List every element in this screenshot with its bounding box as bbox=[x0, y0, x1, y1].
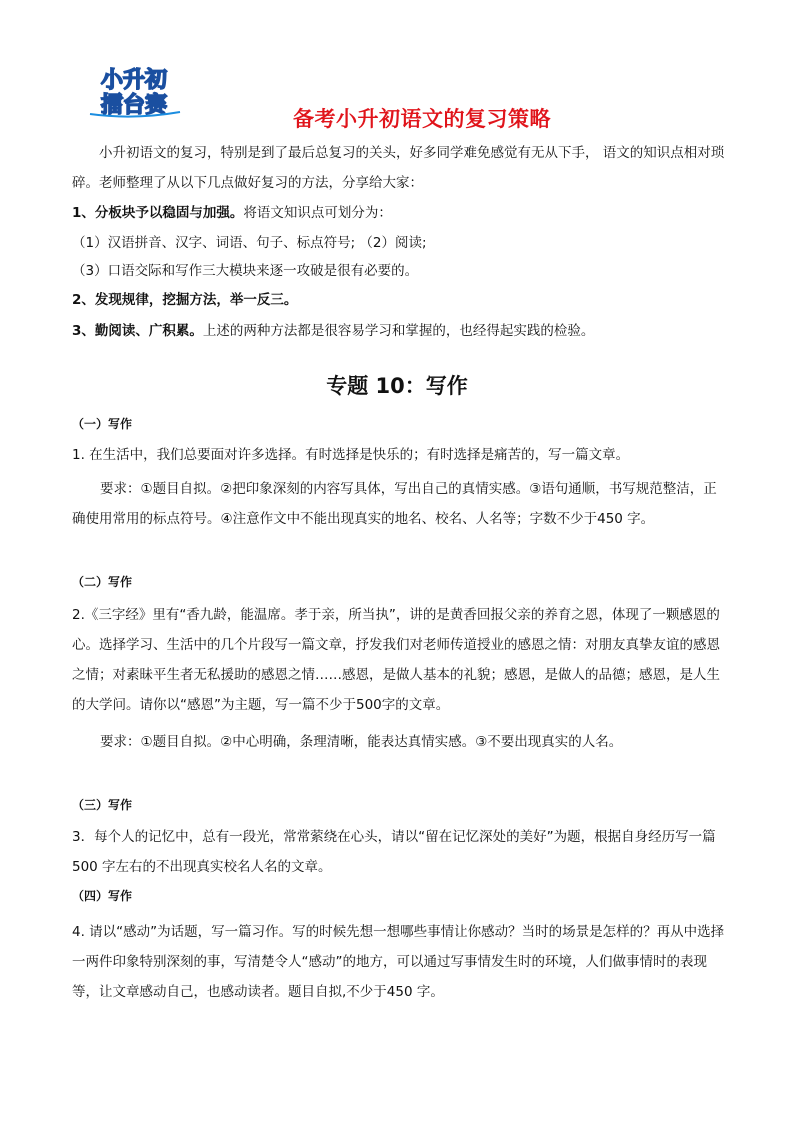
question-2: 2.《三字经》里有“香九龄，能温席。孝于亲，所当执”，讲的是黄香回报父亲的养育之恩，体现了一颗感恩的心。选择学习、生活中的几个片段写一篇文章，抒发我们对老师传道授业的感恩之情：对朋友真挚友谊的感恩之情；对素昧平生者无私援助的感恩之情……感恩，是做人基本的礼貌；感恩，是做人的品德；感恩，是人生的大学问。请你以“感恩”为主题，写一篇不少于500字的文章。 bbox=[72, 607, 720, 713]
point-1-rest: 将语文知识点可划分为： bbox=[243, 205, 392, 221]
topic-title: 专题 10：写作 bbox=[326, 374, 468, 398]
section-heading-1: （一）写作 bbox=[72, 417, 133, 431]
question-4: 4. 请以“感动”为话题，写一篇习作。写的时候先想一想哪些事情让你感动？当时的场景是怎样的？再从中选择一两件印象特别深刻的事，写清楚令人“感动”的地方，可以通过写事情发生时的环境，人们做事情时的表现等，让文章感动自己，也感动读者。题目自拟,不少于450 字。 bbox=[72, 924, 725, 1000]
point-3-rest: 上述的两种方法都是很容易学习和掌握的，也经得起实践的检验。 bbox=[202, 323, 595, 339]
intro-paragraph: 小升初语文的复习，特别是到了最后总复习的关头，好多同学难免感觉有无从下手， 语文的知识点相对琐碎。老师整理了从以下几点做好复习的方法，分享给大家： bbox=[72, 145, 725, 191]
logo-line2: 擂台赛 bbox=[100, 93, 168, 118]
point-3-bold: 3、勤阅读、广积累。 bbox=[72, 323, 203, 339]
requirement-1: 要求：①题目自拟。②把印象深刻的内容写具体，写出自己的真情实感。③语句通顺，书写规范整洁，正确使用常用的标点符号。④注意作文中不能出现真实的地名、校名、人名等；字数不少于450 字。 bbox=[72, 481, 717, 527]
question-3: 3．每个人的记忆中，总有一段光，常常萦绕在心头，请以“留在记忆深处的美好”为题，根据自身经历写一篇500 字左右的不出现真实校名人名的文章。 bbox=[72, 829, 716, 875]
section-heading-4: （四）写作 bbox=[72, 889, 133, 903]
section-heading-3: （三）写作 bbox=[72, 798, 133, 812]
page-title: 备考小升初语文的复习策略 bbox=[293, 107, 551, 131]
logo-line1: 小升初 bbox=[100, 68, 168, 93]
point-1-bold: 1、分板块予以稳固与加强。 bbox=[72, 205, 244, 221]
intro-point-1 bbox=[72, 198, 392, 228]
intro-point-2: 2、发现规律，挖掘方法，举一反三。 bbox=[72, 292, 298, 308]
question-1: 1. 在生活中，我们总要面对许多选择。有时选择是快乐的；有时选择是痛苦的，写一篇文章。 bbox=[72, 447, 630, 463]
section-heading-2: （二）写作 bbox=[72, 575, 133, 589]
intro-point-1-sub-1: （1）汉语拼音、汉字、词语、句子、标点符号; （2）阅读; bbox=[72, 235, 427, 251]
intro-point-1-sub-2: （3）口语交际和写作三大模块来逐一攻破是很有必要的。 bbox=[72, 263, 419, 279]
requirement-2: 要求：①题目自拟。②中心明确，条理清晰，能表达真情实感。③不要出现真实的人名。 bbox=[100, 734, 623, 750]
intro-point-3 bbox=[72, 316, 594, 346]
